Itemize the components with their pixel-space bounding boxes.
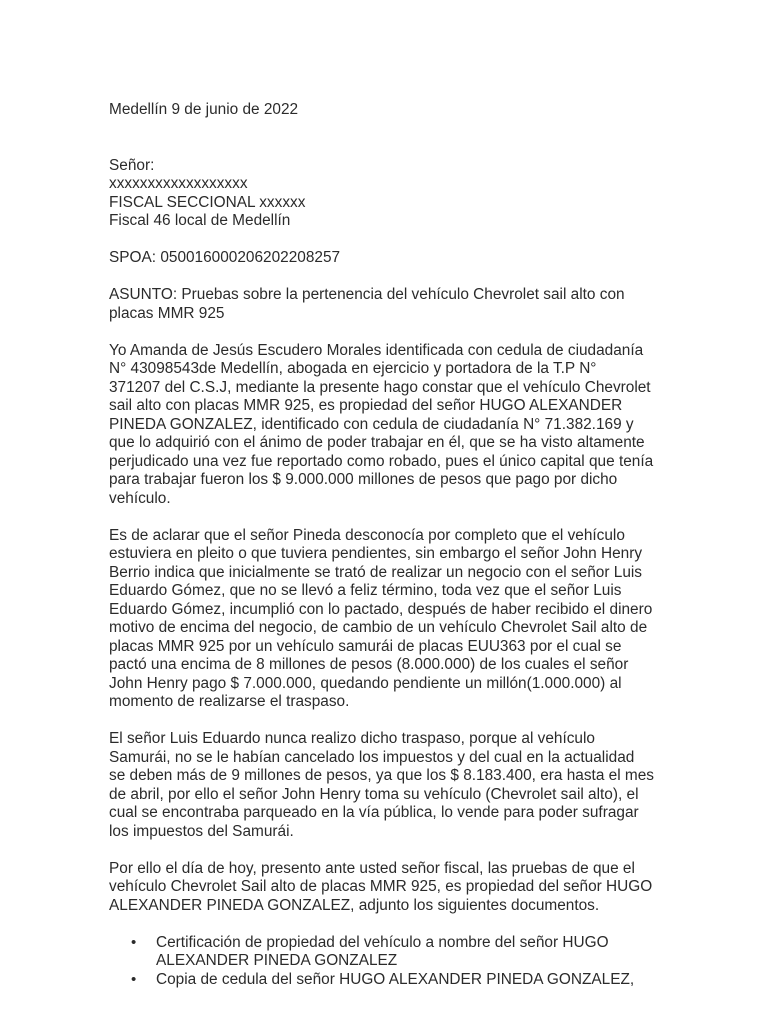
recipient-line: xxxxxxxxxxxxxxxxxx [109, 175, 248, 192]
recipient-line: FISCAL SECCIONAL xxxxxx [109, 193, 306, 211]
list-item [109, 934, 664, 971]
paragraph-line: PINEDA GONZALEZ, identificado con cedula de ciudadanía N° 71.382.169 y [109, 415, 634, 433]
paragraph-line: sail alto con placas MMR 925, es propiedad del señor HUGO ALEXANDER [109, 397, 623, 414]
paragraph-line: 371207 del C.S.J, mediante la presente hago constar que el vehículo Chevrolet [109, 378, 651, 396]
bullet-icon: • [131, 933, 137, 951]
paragraph-line: los impuestos del Samurái. [109, 822, 294, 840]
paragraph-line: pactó una encima de 8 millones de pesos (8.000.000) de los cuales el señor [109, 656, 629, 673]
bullet-icon: • [131, 970, 137, 988]
paragraph-line: Eduardo Gómez, incumplió con lo pactado, después de haber recibido el dinero [109, 600, 653, 618]
paragraph-line: Por ello el día de hoy, presento ante usted señor fiscal, las pruebas de que el [109, 859, 635, 877]
paragraph [109, 860, 664, 916]
paragraph-line: para trabajar fueron los $ 9.000.000 millones de pesos que pago por dicho [109, 471, 618, 488]
paragraph-line: Samurái, no se le habían cancelado los impuestos y del cual en la actualidad [109, 748, 635, 766]
subject-line: ASUNTO: Pruebas sobre la pertenencia del vehículo Chevrolet sail alto con [109, 286, 625, 303]
paragraph-line: Berrio indica que inicialmente se trató de realizar un negocio con el señor Luis [109, 563, 642, 581]
paragraph-line: Eduardo Gómez, que no se llevó a feliz término, toda vez que el señor Luis [109, 582, 622, 599]
paragraph-line: N° 43098543de Medellín, abogada en ejercicio y portadora de la T.P N° [109, 360, 597, 377]
list-item-line: Copia de cedula del señor HUGO ALEXANDER PINEDA GONZALEZ, [156, 970, 635, 988]
paragraph-line: placas MMR 925 por un vehículo samurái de placas EUU363 por el cual se [109, 637, 622, 655]
list-item-line: Certificación de propiedad del vehículo a nombre del señor HUGO [156, 933, 609, 951]
paragraph [109, 527, 664, 712]
paragraph-line: ALEXANDER PINEDA GONZALEZ, adjunto los siguientes documentos. [109, 896, 600, 914]
paragraph-line: estuviera en pleito o que tuviera pendientes, sin embargo el señor John Henry [109, 545, 643, 562]
list-item [109, 971, 664, 990]
paragraph-line: perjudicado una vez fue reportado como robado, pues el único capital que tenía [109, 452, 654, 470]
paragraph-line: motivo de encima del negocio, de cambio de un vehículo Chevrolet Sail alto de [109, 619, 648, 636]
attachments-list [109, 934, 664, 990]
paragraph-line: momento de realizarse el traspaso. [109, 693, 350, 710]
paragraph-line: vehículo. [109, 489, 171, 507]
letter-body [109, 101, 664, 989]
paragraph-line: se deben más de 9 millones de pesos, ya que los $ 8.183.400, era hasta el mes [109, 767, 654, 784]
paragraph-line: vehículo Chevrolet Sail alto de placas MMR 925, es propiedad del señor HUGO [109, 878, 653, 895]
spoa-reference: SPOA: 050016000206202208257 [109, 249, 341, 266]
paragraph-line: que lo adquirió con el ánimo de poder trabajar en él, que se ha visto altamente [109, 434, 645, 451]
subject-line: placas MMR 925 [109, 304, 225, 322]
recipient-block [109, 157, 664, 231]
letter-date: Medellín 9 de junio de 2022 [109, 101, 299, 118]
recipient-line: Fiscal 46 local de Medellín [109, 212, 291, 229]
recipient-line: Señor: [109, 156, 155, 174]
paragraph-line: Yo Amanda de Jesús Escudero Morales identificada con cedula de ciudadanía [109, 341, 644, 359]
paragraph-line: cual se encontraba parqueado en la vía pública, lo vende para poder sufragar [109, 804, 639, 821]
paragraph [109, 342, 664, 509]
paragraph-line: El señor Luis Eduardo nunca realizo dicho traspaso, porque al vehículo [109, 730, 595, 747]
subject-block [109, 286, 664, 323]
paragraph [109, 730, 664, 841]
paragraph-line: John Henry pago $ 7.000.000, quedando pendiente un millón(1.000.000) al [109, 674, 622, 692]
list-item-line: ALEXANDER PINEDA GONZALEZ [156, 952, 398, 969]
paragraph-line: de abril, por ello el señor John Henry toma su vehículo (Chevrolet sail alto), el [109, 785, 639, 803]
paragraph-line: Es de aclarar que el señor Pineda desconocía por completo que el vehículo [109, 526, 625, 544]
